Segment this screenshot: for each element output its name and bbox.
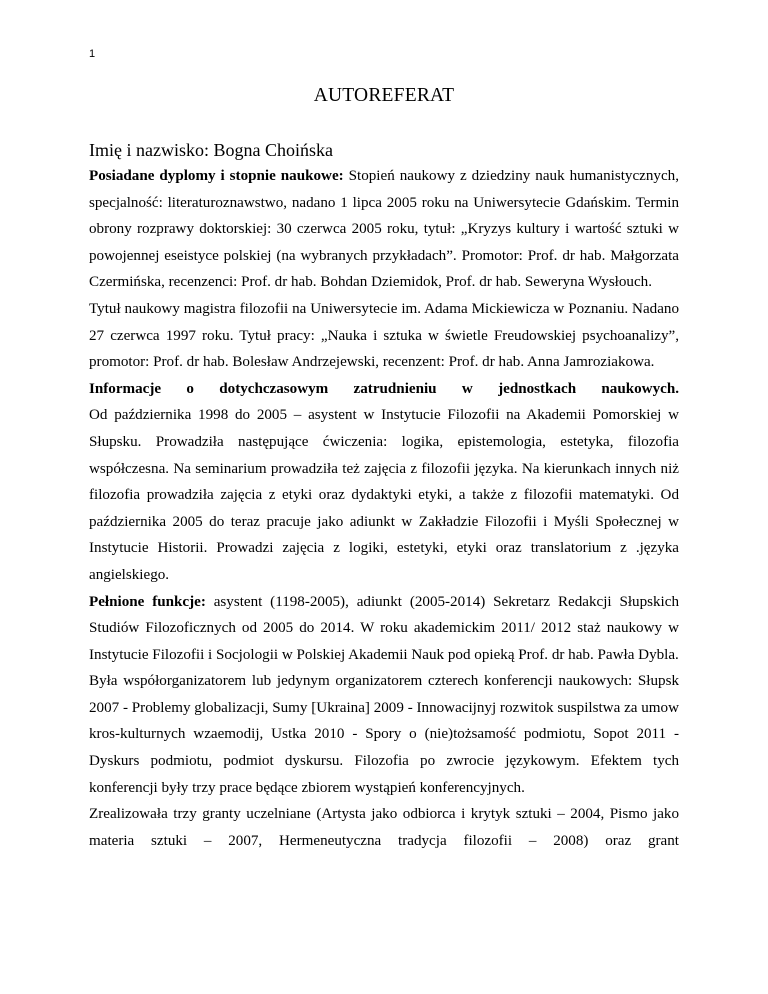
employment-label: Informacje o dotychczasowym zatrudnieniu w jednostkach naukowych. <box>89 380 679 397</box>
functions-label: Pełnione funkcje: <box>89 593 206 610</box>
document-title: AUTOREFERAT <box>313 85 455 106</box>
name-line: Imię i nazwisko: Bogna Choińska <box>89 140 333 160</box>
degrees-text: Stopień naukowy z dziedziny nauk humanistycznych, specjalność: literaturoznawstwo, nadano 1 lipca 2005 roku na Uniwersytecie Gdańskim. Termin obrony rozprawy doktorskiej: 30 czerwca 2005 roku, tytuł: „Kryzys kultury i wartość sztuki w powojennej eseistyce polskiej (na wybranych przykładach”. Promotor: Prof. dr hab. Małgorzata Czermińska, recenzenci: Prof. dr hab. Bohdan Dziemidok, Prof. dr hab. Seweryna Wysłouch. <box>89 168 679 291</box>
paragraph-degrees <box>89 163 679 296</box>
page-number: 1 <box>89 48 96 60</box>
paragraph-functions <box>89 589 679 669</box>
paragraph-employment: Od października 1998 do 2005 – asystent w Instytucie Filozofii na Akademii Pomorskiej w Słupsku. Prowadziła następujące ćwiczenia: logika, epistemologia, estetyka, filozofia współczesna. Na seminarium prowadziła też zajęcia z filozofii języka. Na kierunkach innych niż filozofia prowadziła zajęcia z etyki oraz dydaktyki etyki, a także z filozofii matematyki. Od października 2005 do teraz pracuje jako adiunkt w Zakładzie Filozofii i Myśli Społecznej w Instytucie Historii. Prowadzi zajęcia z logiki, estetyki, etyki oraz translatorium z .języka angielskiego. <box>89 407 679 583</box>
document-body <box>89 163 679 854</box>
paragraph-conferences: Była współorganizatorem lub jedynym organizatorem czterech konferencji naukowych: Słupsk 2007 - Problemy globalizacji, Sumy [Ukraina] 2009 - Innowacijnyj rozwitok suspilstwa za umow kros-kulturnych wzaemodij, Ustka 2010 - Spory o (nie)tożsamość podmiotu, Sopot 2011 - Dyskurs podmiotu, podmiot dyskursu. Filozofia po zwrocie językowym. Efektem tych konferencji były trzy prace będące zbiorem wystąpień konferencyjnych. <box>89 673 679 796</box>
paragraph-masters: Tytuł naukowy magistra filozofii na Uniwersytecie im. Adama Mickiewicza w Poznaniu. Nadano 27 czerwca 1997 roku. Tytuł pracy: „Nauka i sztuka w świetle Freudowskiej psychoanalizy”, promotor: Prof. dr hab. Bolesław Andrzejewski, recenzent: Prof. dr hab. Anna Jamroziakowa. <box>89 300 679 371</box>
paragraph-grants: Zrealizowała trzy granty uczelniane (Artysta jako odbiorca i krytyk sztuki – 2004, Pismo jako materia sztuki – 2007, Hermeneutyczna tradycja filozofii – 2008) oraz grant <box>89 806 679 849</box>
functions-text: asystent (1198-2005), adiunkt (2005-2014) Sekretarz Redakcji Słupskich Studiów Filozoficznych od 2005 do 2014. W roku akademickim 2011/ 2012 staż naukowy w Instytucie Filozofii i Socjologii w Polskiej Akademii Nauk pod opieką Prof. dr hab. Pawła Dybla. <box>89 593 679 663</box>
degrees-label: Posiadane dyplomy i stopnie naukowe: <box>89 168 344 184</box>
